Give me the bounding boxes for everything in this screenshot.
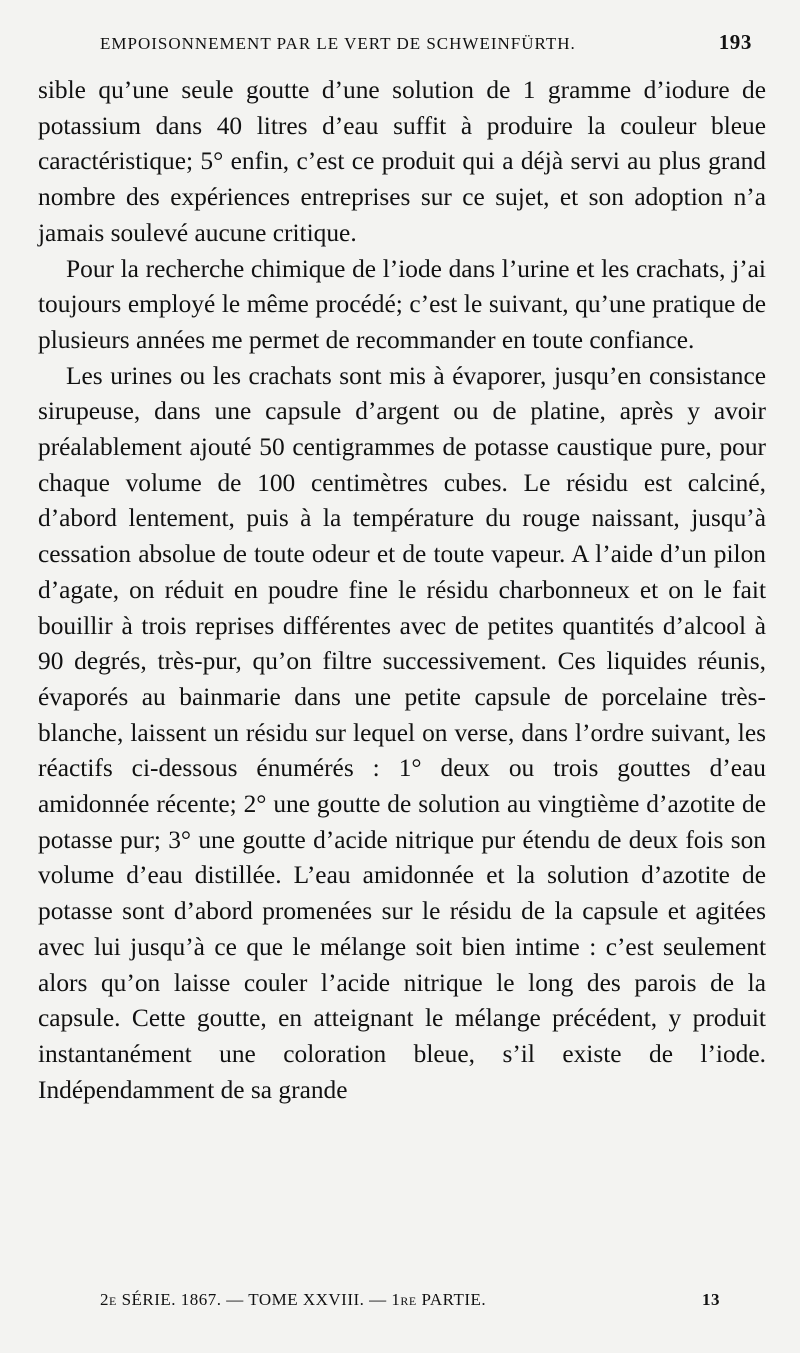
page-number: 193	[718, 30, 752, 54]
signature-number: 13	[702, 1290, 720, 1309]
paragraph-iodine-method: Pour la recherche chimique de l’iode dans l’urine et les crachats, j’ai toujours employé le même procédé; c’est le suivant, qu’une pratique de plusieurs années me permet de recommander en toute confiance.	[38, 254, 766, 354]
paragraph-procedure: Les urines ou les crachats sont mis à évaporer, jusqu’en consistance sirupeuse, dans une capsule d’argent ou de platine, après y avoir préalablement ajouté 50 centigrammes de potasse caustique pure, pour chaque volume de 100 centimètres cubes. Le résidu est calciné, d’abord lentement, puis à la température du rouge naissant, jusqu’à cessation absolue de toute odeur et de toute vapeur. A l’aide d’un pilon d’agate, on réduit en poudre fine le résidu charbonneux et on le fait bouillir à trois reprises différentes avec de petites quantités d’alcool à 90 degrés, très-pur, qu’on filtre successivement. Ces liquides réunis, évaporés au bainmarie dans une petite capsule de porcelaine très-blanche, laissent un résidu sur lequel on verse, dans l’ordre suivant, les réactifs ci-dessous énumérés : 1° deux ou trois gouttes d’eau amidonnée récente; 2° une goutte de solution au vingtième d’azotite de potasse pur; 3° une goutte d’acide nitrique pur étendu de deux fois son volume d’eau distillée. L’eau amidonnée et la solution d’azotite de potasse sont d’abord promenées sur le résidu de la capsule et agitées avec lui jusqu’à ce que le mélange soit bien intime : c’est seulement alors qu’on laisse couler l’acide nitrique le long des parois de la capsule. Cette goutte, en atteignant le mélange précédent, y produit instantanément une coloration bleue, s’il existe de l’iode. Indépendamment de sa grande	[38, 361, 766, 1104]
running-header	[100, 30, 752, 60]
paragraph-continuation: sible qu’une seule goutte d’une solution de 1 gramme d’iodure de potassium dans 40 litres d’eau suffit à produire la couleur bleue caractéristique; 5° enfin, c’est ce produit qui a déjà servi au plus grand nombre des expériences entreprises sur ce sujet, et son adoption n’a jamais soulevé aucune critique.	[38, 76, 766, 247]
signature-note: 2e SÉRIE. 1867. — TOME XXVIII. — 1re PARTIE.	[100, 1290, 487, 1309]
page-footer	[100, 1290, 720, 1318]
running-title: EMPOISONNEMENT PAR LE VERT DE SCHWEINFÜRTH.	[100, 34, 576, 53]
body-text	[38, 73, 766, 1108]
